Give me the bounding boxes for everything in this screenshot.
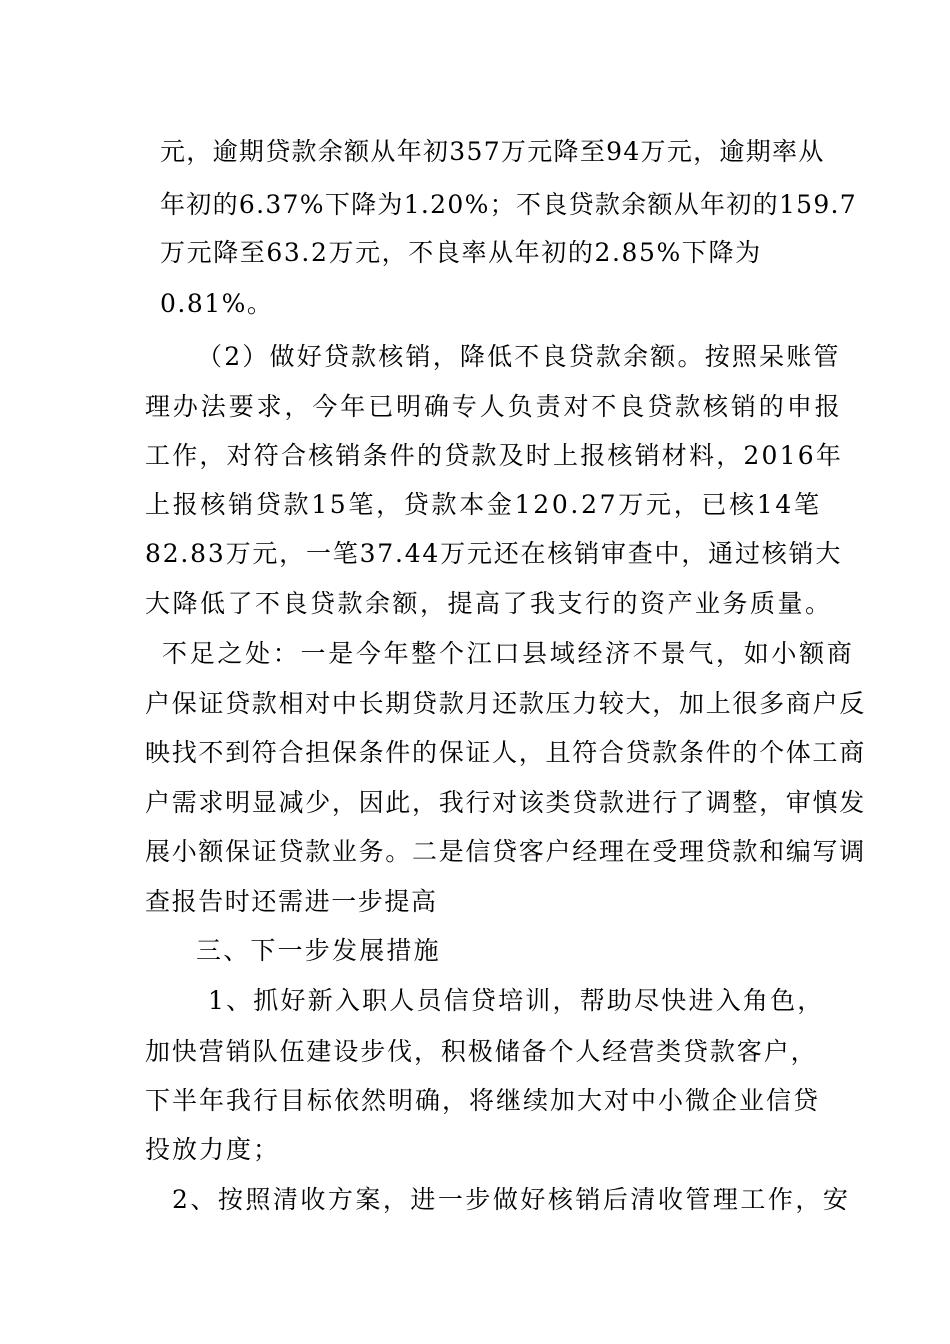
text-line: 82.83万元，一笔37.44万元还在核销审查中，通过核销大	[145, 539, 843, 568]
text-line: （2）做好贷款核销，降低不良贷款余额。按照呆账管	[197, 342, 841, 371]
text-line: 年初的6.37%下降为1.20%；不良贷款余额从年初的159.7	[160, 190, 858, 219]
text-line: 查报告时还需进一步提高	[145, 887, 438, 916]
text-line: 投放力度；	[145, 1135, 281, 1164]
text-line: 2、按照清收方案，进一步做好核销后清收管理工作，安	[172, 1185, 851, 1214]
text-line: 上报核销贷款15笔，贷款本金120.27万元，已核14笔	[145, 490, 822, 519]
text-line: 万元降至63.2万元，不良率从年初的2.85%下降为	[160, 238, 762, 267]
text-line: 户需求明显减少，因此，我行对该类贷款进行了调整，审慎发	[145, 788, 866, 817]
text-line: 展小额保证贷款业务。二是信贷客户经理在受理贷款和编写调	[145, 837, 866, 866]
text-line: 元，逾期贷款余额从年初357万元降至94万元，逾期率从	[160, 137, 825, 166]
text-line: 加快营销队伍建设步伐，积极储备个人经营类贷款客户，	[145, 1037, 818, 1066]
section-heading: 三、下一步发展措施	[196, 936, 441, 965]
text-line: 不足之处：一是今年整个江口县域经济不景气，如小额商	[162, 639, 855, 668]
text-line: 理办法要求，今年已明确专人负责对不良贷款核销的申报	[145, 392, 843, 421]
text-line: 大降低了不良贷款余额，提高了我支行的资产业务质量。	[145, 589, 833, 618]
text-line: 映找不到符合担保条件的保证人，且符合贷款条件的个体工商	[145, 738, 866, 767]
text-line: 1、抓好新入职人员信贷培训，帮助尽快进入角色，	[208, 986, 825, 1015]
text-line: 下半年我行目标依然明确，将继续加大对中小微企业信贷	[145, 1086, 821, 1115]
text-line: 户保证贷款相对中长期贷款月还款压力较大，加上很多商户反	[145, 689, 866, 718]
text-line: 0.81%。	[160, 289, 274, 318]
text-line: 工作，对符合核销条件的贷款及时上报核销材料，2016年	[145, 441, 844, 470]
